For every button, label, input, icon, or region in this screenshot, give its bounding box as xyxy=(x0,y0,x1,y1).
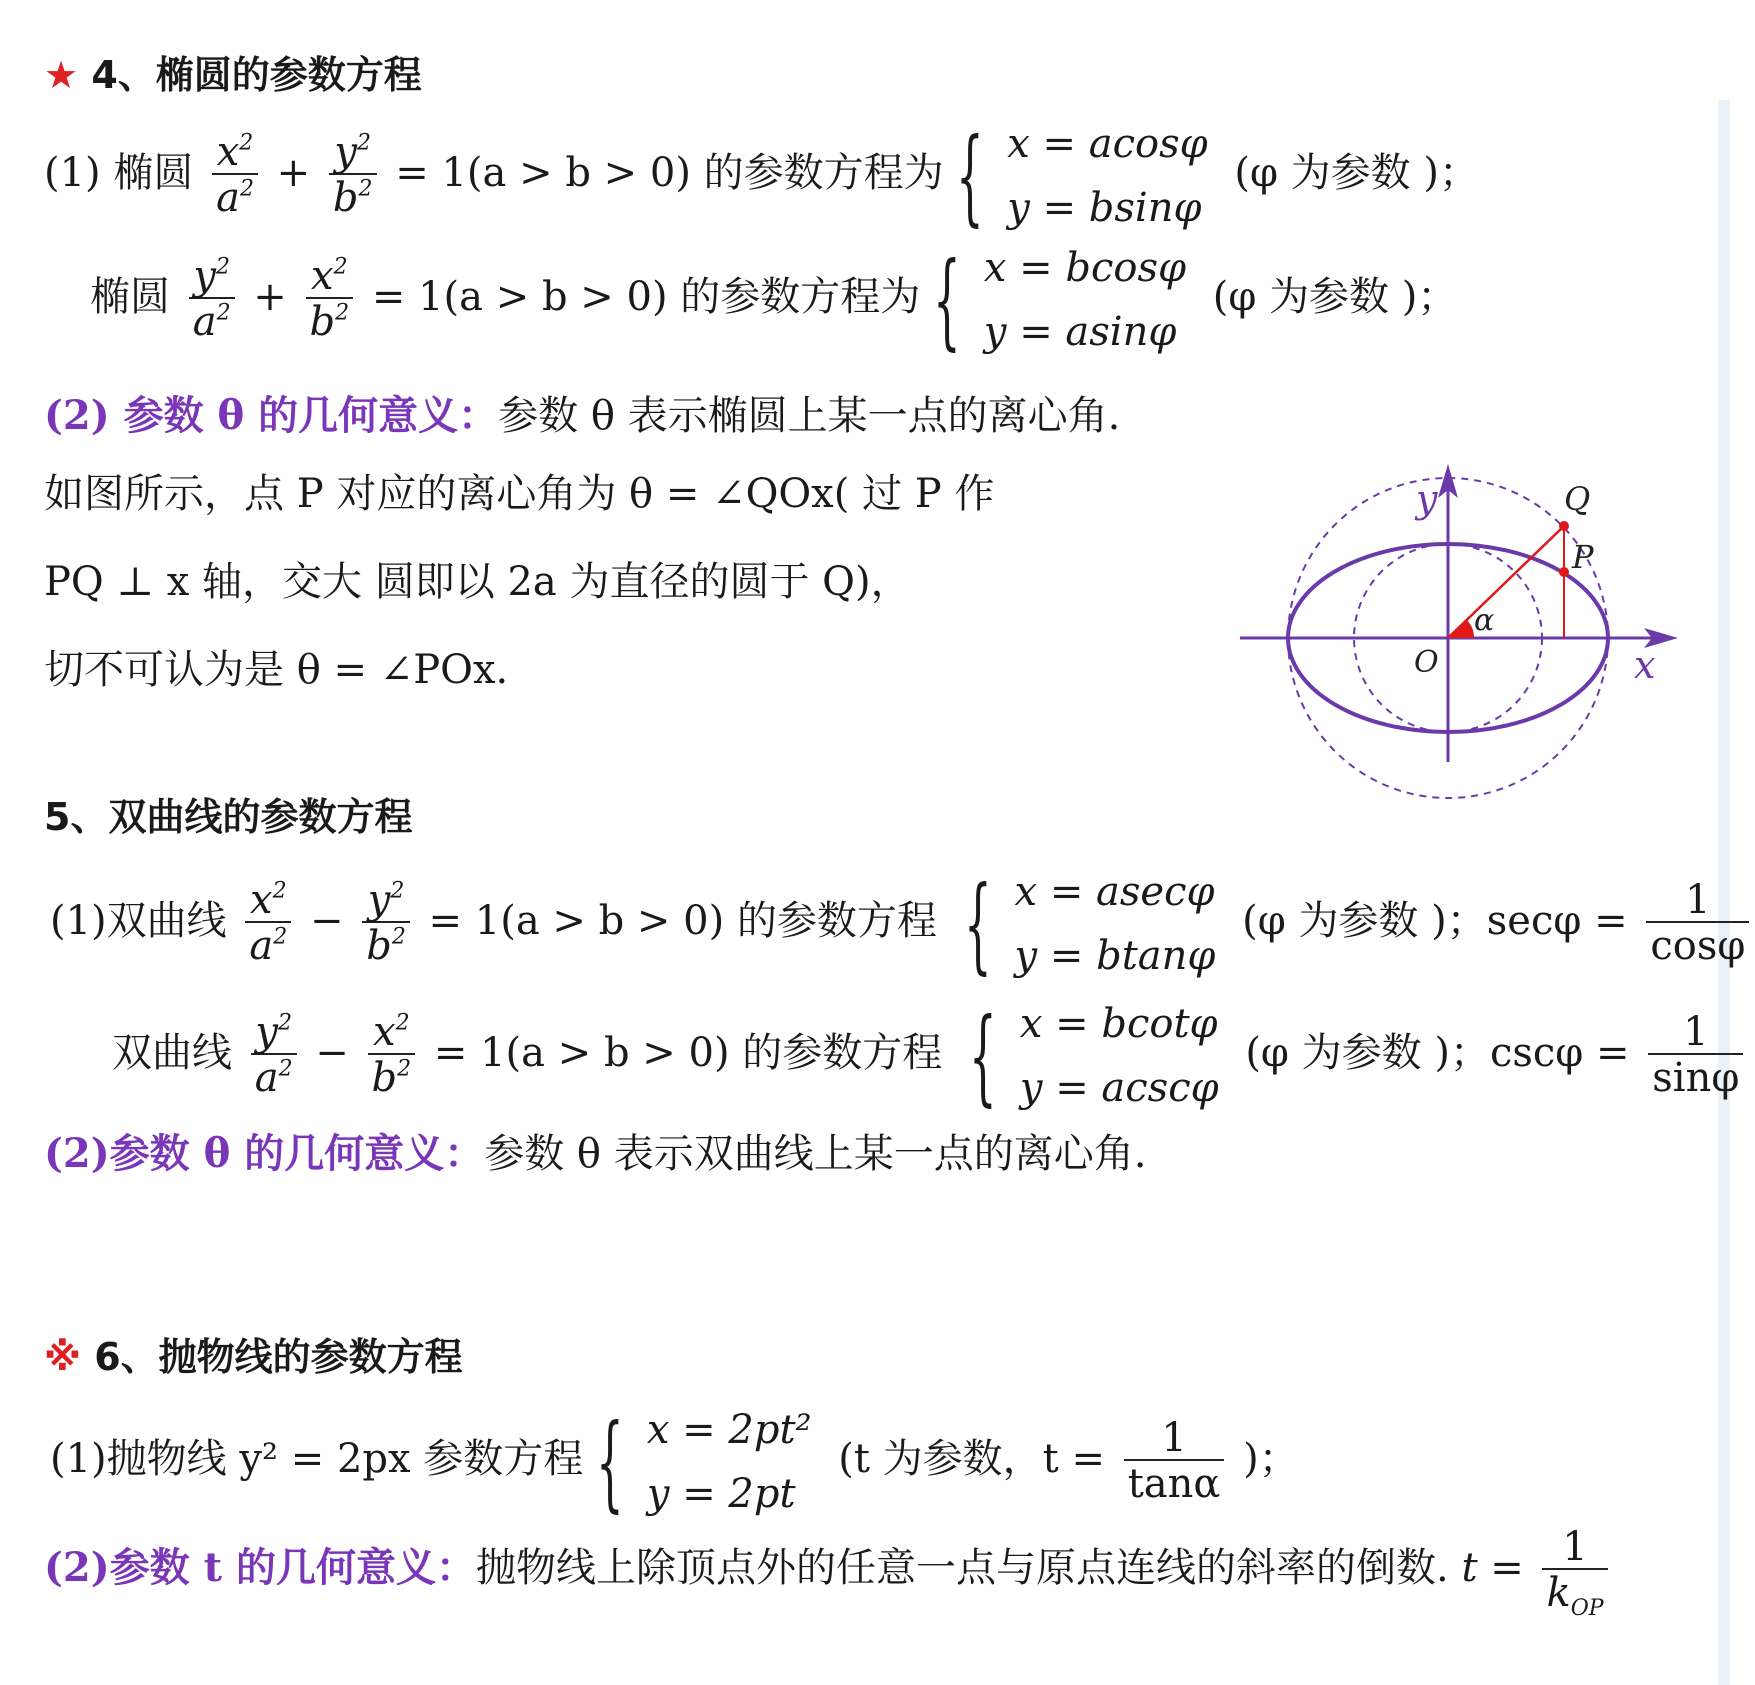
parabola-line-1: (1)抛物线 y² = 2px 参数方程 { x = 2pt² y = 2pt (t 为参数，t = $\frac{1}{\tan\alpha}$ )； xyxy=(50,1398,1299,1526)
brace: { xyxy=(596,1401,624,1523)
angle-wedge xyxy=(1448,620,1474,638)
meaning-label: (2) 参数 θ 的几何意义： xyxy=(44,392,499,439)
frac-csc: $\frac{1}{\sin\varphi}$ xyxy=(1648,1011,1743,1101)
reference-mark-icon: ※ xyxy=(44,1335,81,1379)
ellipse-param-line-1: (1) 椭圆 $\frac{x^2}{a^2}$ + $\frac{y^2}{b^2}$ = 1(a > b > 0) 的参数方程为 { x = acosφ y = bsinφ (φ 为参数 )； xyxy=(44,112,1479,240)
brace: { xyxy=(932,239,961,361)
frac-y2-b2: $\frac{y^2}{b^2}$ xyxy=(362,879,410,969)
frac-y2-a2: $\frac{y^2}{a^2}$ xyxy=(251,1011,297,1101)
ellipse-meaning: (2) 参数 θ 的几何意义：参数 θ 表示椭圆上某一点的离心角. xyxy=(44,392,1121,439)
ellipse-param-line-2: 椭圆 $\frac{y^2}{a^2}$ + $\frac{x^2}{b^2}$ = 1(a > b > 0) 的参数方程为 { x = bcosφ y = asinφ (φ 为参数 )； xyxy=(90,236,1457,364)
frac-y2-a2: $\frac{y^2}{a^2}$ xyxy=(189,255,235,345)
hyperbola-line-1: (1)双曲线 $\frac{x^2}{a^2}$ − $\frac{y^2}{b^2}$ = 1(a > b > 0) 的参数方程 { x = asecφ y = btanφ (φ 为参数 )；secφ = $\frac{1}{\cos\varphi}$ xyxy=(50,860,1755,988)
point-Q xyxy=(1559,521,1569,531)
explain-line-3: 切不可认为是 θ = ∠POx. xyxy=(44,647,509,693)
ellipse-figure xyxy=(1230,470,1690,800)
label-alpha: α xyxy=(1474,603,1495,638)
parabola-meaning: (2)参数 t 的几何意义：抛物线上除顶点外的任意一点与原点连线的斜率的倒数. t = $\frac{1}{k_{OP}}$ xyxy=(44,1526,1614,1616)
section-4-title xyxy=(44,44,422,99)
explain-line-2: PQ ⊥ x 轴，交大 圆即以 2a 为直径的圆于 Q)， xyxy=(44,559,911,605)
frac-x2-b2: $\frac{x^2}{b^2}$ xyxy=(306,255,354,345)
section-6-title: ※ 6、抛物线的参数方程 xyxy=(44,1335,463,1379)
ellipse-system-2: x = bcosφ y = asinφ xyxy=(983,245,1187,355)
label-y: y xyxy=(1416,477,1438,521)
label-Q: Q xyxy=(1564,480,1591,518)
frac-k-op: $\frac{1}{k_{OP}}$ xyxy=(1542,1526,1607,1616)
point-P xyxy=(1559,567,1569,577)
label-O: O xyxy=(1414,645,1439,680)
parabola-system: x = 2pt² y = 2pt xyxy=(646,1407,812,1517)
hyperbola-meaning: (2)参数 θ 的几何意义：参数 θ 表示双曲线上某一点的离心角. xyxy=(44,1130,1147,1177)
hyperbola-line-2: 双曲线 $\frac{y^2}{a^2}$ − $\frac{x^2}{b^2}$ = 1(a > b > 0) 的参数方程 { x = bcotφ y = acscφ (φ 为参数 )；cscφ = $\frac{1}{\sin\varphi}$ xyxy=(112,992,1749,1120)
label-P: P xyxy=(1572,538,1594,576)
ellipse-system-1: x = acosφ y = bsinφ xyxy=(1007,121,1208,231)
section-5-title: 5、双曲线的参数方程 xyxy=(44,795,413,839)
star-icon: ★ xyxy=(44,53,79,97)
brace: { xyxy=(956,115,985,237)
frac-x2-a2: $\frac{x^2}{a^2}$ xyxy=(245,879,291,969)
frac-x2-b2: $\frac{x^2}{b^2}$ xyxy=(368,1011,416,1101)
frac-sec: $\frac{1}{\cos\varphi}$ xyxy=(1646,879,1749,969)
hyperbola-system-1: x = asecφ y = btanφ xyxy=(1014,869,1216,979)
brace: { xyxy=(963,863,992,985)
frac-y2-b2: $\frac{y^2}{b^2}$ xyxy=(329,131,377,221)
brace: { xyxy=(968,995,997,1117)
frac-x2-a2: $\frac{x^2}{a^2}$ xyxy=(212,131,258,221)
p1-prefix: (1) 椭圆 xyxy=(44,150,194,196)
condition: = 1(a > b > 0) xyxy=(395,150,691,196)
hyperbola-system-2: x = bcotφ y = acscφ xyxy=(1019,1001,1219,1111)
section-4-heading: 4、椭圆的参数方程 xyxy=(91,53,422,97)
frac-tan: $\frac{1}{\tan\alpha}$ xyxy=(1124,1417,1225,1507)
explain-line-1: 如图所示，点 P 对应的离心角为 θ = ∠QOx( 过 P 作 xyxy=(44,471,995,517)
label-x: x xyxy=(1634,643,1656,687)
